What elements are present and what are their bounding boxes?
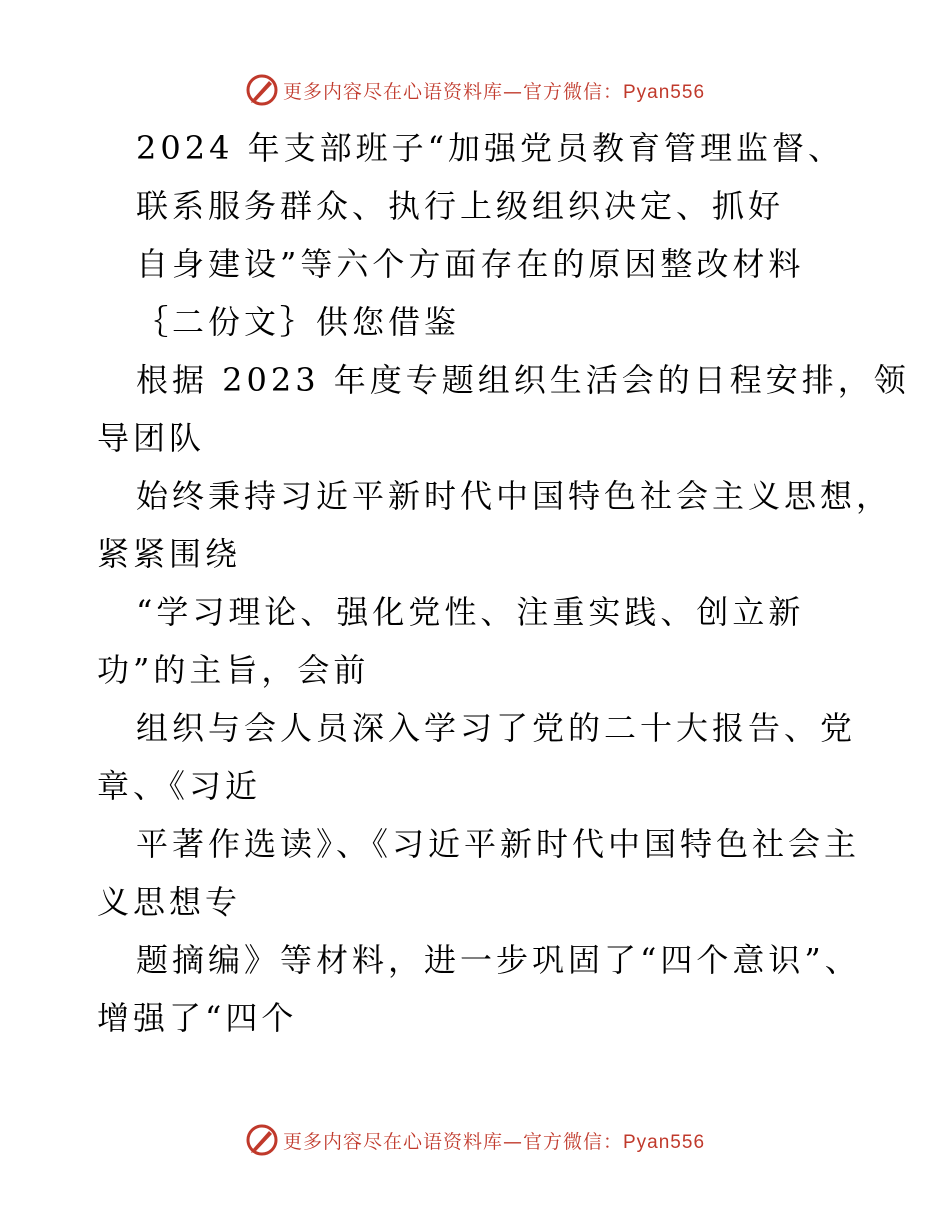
body-line-5: “学习理论、强化党性、注重实践、创立新	[136, 593, 805, 631]
header-banner-text: 更多内容尽在心语资料库—官方微信：Pyan556	[282, 80, 706, 103]
footer-banner	[0, 1120, 950, 1160]
body-line-9: 平著作选读》、《习近平新时代中国特色社会主	[136, 825, 861, 863]
body-line-3: 始终秉持习近平新时代中国特色社会主义思想，	[136, 477, 893, 515]
body-line-6: 功”的主旨，会前	[97, 651, 370, 689]
body-line-1: 根据 2023 年度专题组织生活会的日程安排，领	[136, 361, 910, 399]
title-line-2: 联系服务群众、执行上级组织决定、抓好	[136, 187, 785, 225]
title-line-4: ｛二份文｝供您借鉴	[136, 303, 461, 341]
body-line-7: 组织与会人员深入学习了党的二十大报告、党	[136, 709, 857, 747]
quill-logo-icon	[245, 1123, 279, 1157]
title-line-1: 2024 年支部班子“加强党员教育管理监督、	[136, 129, 844, 167]
body-line-11: 题摘编》等材料，进一步巩固了“四个意识”、	[136, 941, 861, 979]
body-line-4: 紧紧围绕	[97, 535, 242, 573]
body-line-12: 增强了“四个	[97, 999, 298, 1037]
title-line-3: 自身建设”等六个方面存在的原因整改材料	[136, 245, 805, 283]
footer-banner-text: 更多内容尽在心语资料库—官方微信：Pyan556	[282, 1130, 706, 1153]
body-line-8: 章、《习近	[97, 767, 262, 805]
body-line-2: 导团队	[97, 419, 206, 457]
body-line-10: 义思想专	[97, 883, 242, 921]
